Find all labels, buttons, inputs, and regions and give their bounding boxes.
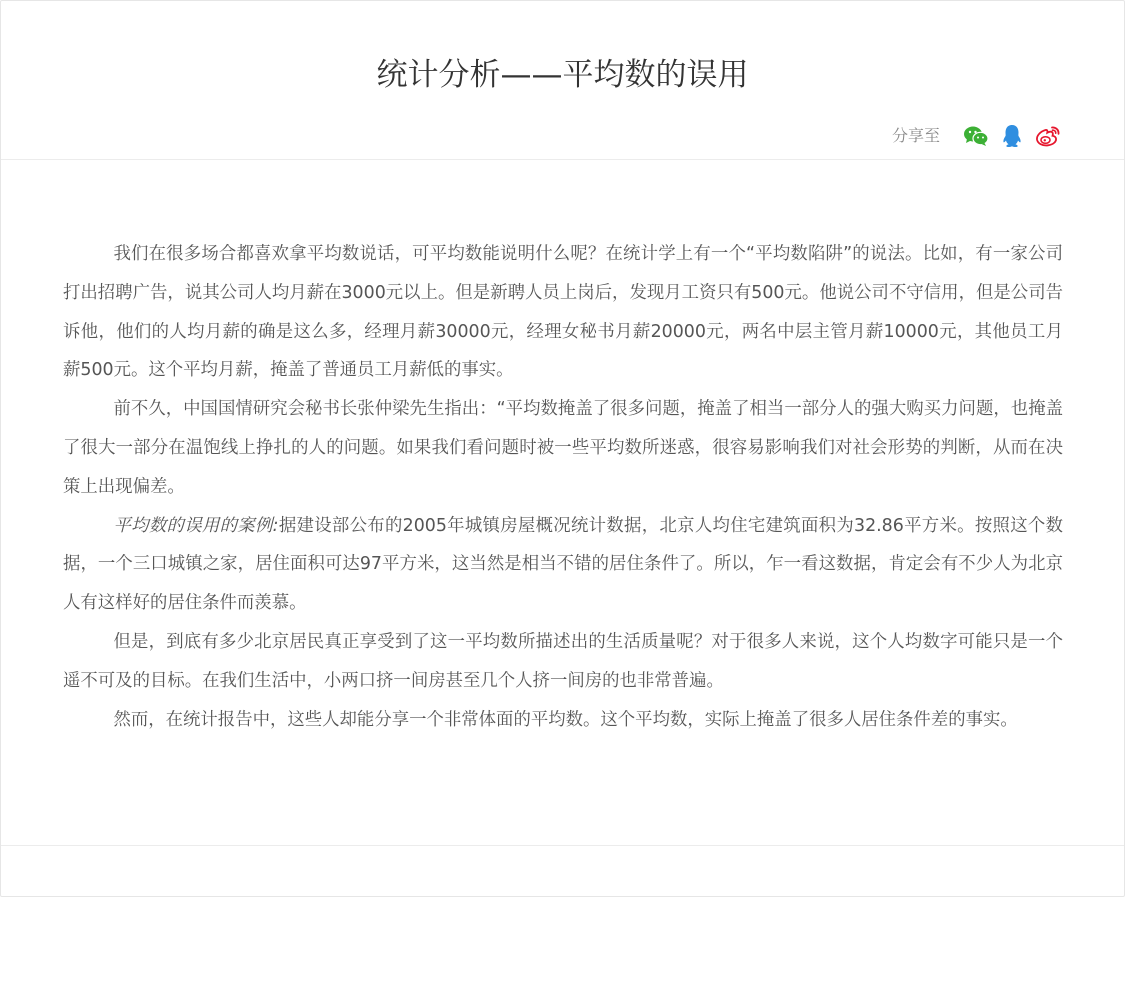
wechat-icon[interactable] xyxy=(962,122,990,150)
qq-icon[interactable] xyxy=(998,122,1026,150)
article-title: 统计分析——平均数的误用 xyxy=(376,57,749,93)
case-label: 平均数的误用的案例: xyxy=(113,515,279,536)
paragraph-case xyxy=(63,507,1063,623)
article-body xyxy=(63,235,1063,739)
paragraph: 但是，到底有多少北京居民真正享受到了这一平均数所描述出的生活质量呢？对于很多人来说，这个人均数字可能只是一个遥不可及的目标。在我们生活中，小两口挤一间房甚至几个人挤一间房的也非常普遍。 xyxy=(63,631,1063,691)
share-label: 分享至 xyxy=(891,126,940,145)
article-header xyxy=(1,1,1124,160)
share-bar xyxy=(892,121,1062,151)
footer-divider xyxy=(1,845,1124,846)
case-text: 据建设部公布的2005年城镇房屋概况统计数据，北京人均住宅建筑面积为32.86平方米。按照这个数据，一个三口城镇之家，居住面积可达97平方米，这当然是相当不错的居住条件了。所以，乍一看这数据，肯定会有不少人为北京人有这样好的居住条件而羡慕。 xyxy=(63,515,1063,614)
paragraph: 然而，在统计报告中，这些人却能分享一个非常体面的平均数。这个平均数，实际上掩盖了很多人居住条件差的事实。 xyxy=(113,709,1018,730)
paragraph: 前不久，中国国情研究会秘书长张仲梁先生指出：“平均数掩盖了很多问题，掩盖了相当一部分人的强大购买力问题，也掩盖了很大一部分在温饱线上挣扎的人的问题。如果我们看问题时被一些平均数所迷惑，很容易影响我们对社会形势的判断，从而在决策上出现偏差。 xyxy=(63,399,1063,497)
weibo-icon[interactable] xyxy=(1034,122,1062,150)
paragraph: 我们在很多场合都喜欢拿平均数说话，可平均数能说明什么呢？在统计学上有一个“平均数陷阱”的说法。比如，有一家公司打出招聘广告，说其公司人均月薪在3000元以上。但是新聘人员上岗后，发现月工资只有500元。他说公司不守信用，但是公司告诉他，他们的人均月薪的确是这么多，经理月薪30000元，经理女秘书月薪20000元，两名中层主管月薪10000元，其他员工月薪500元。这个平均月薪，掩盖了普通员工月薪低的事实。 xyxy=(63,244,1063,381)
